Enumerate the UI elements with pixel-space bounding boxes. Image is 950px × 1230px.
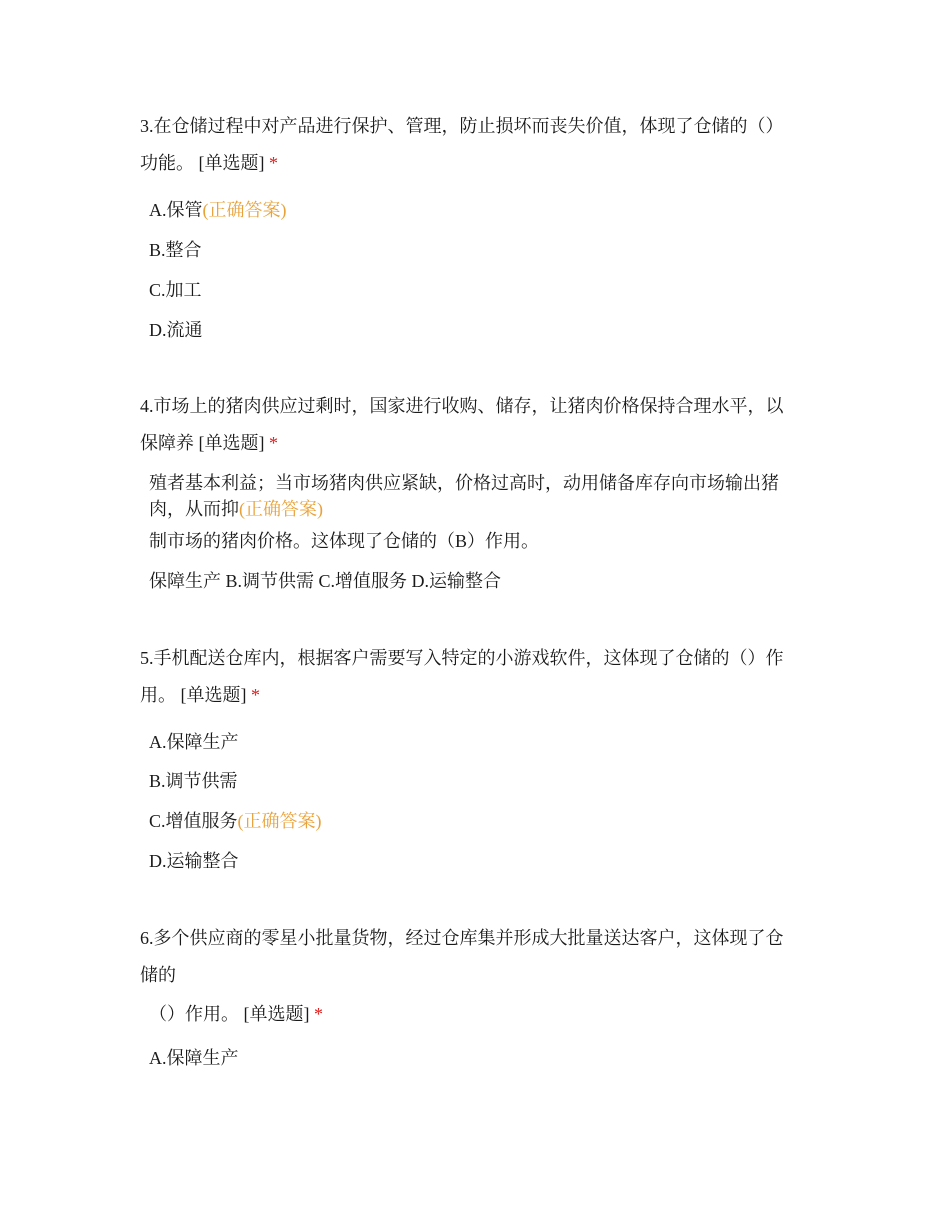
- question-4-title-line-2: [140, 430, 278, 456]
- question-5-title-tail: 用。: [140, 685, 176, 705]
- question-type-tag: [单选题]: [180, 685, 247, 705]
- question-3-option-c[interactable]: C.加工: [149, 280, 202, 300]
- question-5-title-line-2: [140, 682, 260, 708]
- question-6-title-tail: （）作用。: [149, 1004, 239, 1024]
- option-text: C.增值服务: [149, 811, 238, 831]
- required-star: *: [269, 433, 278, 453]
- question-type-tag: [单选题]: [198, 433, 265, 453]
- question-6-title-line-1: 6.多个供应商的零星小批量货物，经过仓库集并形成大批量送达客户，这体现了仓: [140, 928, 784, 948]
- option-text: A.保管: [149, 200, 203, 220]
- question-5-title-line-1: 5.手机配送仓库内，根据客户需要写入特定的小游戏软件，这体现了仓储的（）作: [140, 648, 784, 668]
- correct-answer-tag: (正确答案): [239, 499, 323, 519]
- question-4-option-paragraph[interactable]: [149, 470, 809, 522]
- question-type-tag: [单选题]: [243, 1004, 310, 1024]
- question-6-title-line-3: [149, 1001, 323, 1027]
- question-6-option-a[interactable]: A.保障生产: [149, 1048, 239, 1068]
- question-4-options-inline: 保障生产 B.调节供需 C.增值服务 D.运输整合: [149, 571, 502, 591]
- question-4-title-tail: 保障养: [140, 433, 194, 453]
- question-4-option-paragraph-continued: 制市场的猪肉价格。这体现了仓储的（B）作用。: [149, 531, 540, 551]
- required-star: *: [314, 1004, 323, 1024]
- question-3-title-tail: 功能。: [140, 153, 194, 173]
- question-5-option-c[interactable]: [149, 808, 322, 834]
- question-3-title-line-2: [140, 150, 278, 176]
- question-3-title-line-1: 3.在仓储过程中对产品进行保护、管理，防止损坏而丧失价值，体现了仓储的（）: [140, 116, 784, 136]
- question-5-option-a[interactable]: A.保障生产: [149, 732, 239, 752]
- option-text: 殖者基本利益；当市场猪肉供应紧缺，价格过高时，动用储备库存向市场输出猪肉，从而抑: [149, 473, 779, 519]
- required-star: *: [251, 685, 260, 705]
- correct-answer-tag: (正确答案): [202, 200, 287, 220]
- question-5-option-d[interactable]: D.运输整合: [149, 851, 239, 871]
- question-5-option-b[interactable]: B.调节供需: [149, 771, 238, 791]
- question-4-title-line-1: 4.市场上的猪肉供应过剩时，国家进行收购、储存，让猪肉价格保持合理水平，以: [140, 396, 784, 416]
- question-3-option-a[interactable]: [149, 197, 287, 223]
- question-3-option-b[interactable]: B.整合: [149, 240, 202, 260]
- question-3-option-d[interactable]: D.流通: [149, 320, 203, 340]
- required-star: *: [269, 153, 278, 173]
- question-6-title-line-2: 储的: [140, 965, 176, 985]
- question-type-tag: [单选题]: [198, 153, 265, 173]
- correct-answer-tag: (正确答案): [237, 811, 322, 831]
